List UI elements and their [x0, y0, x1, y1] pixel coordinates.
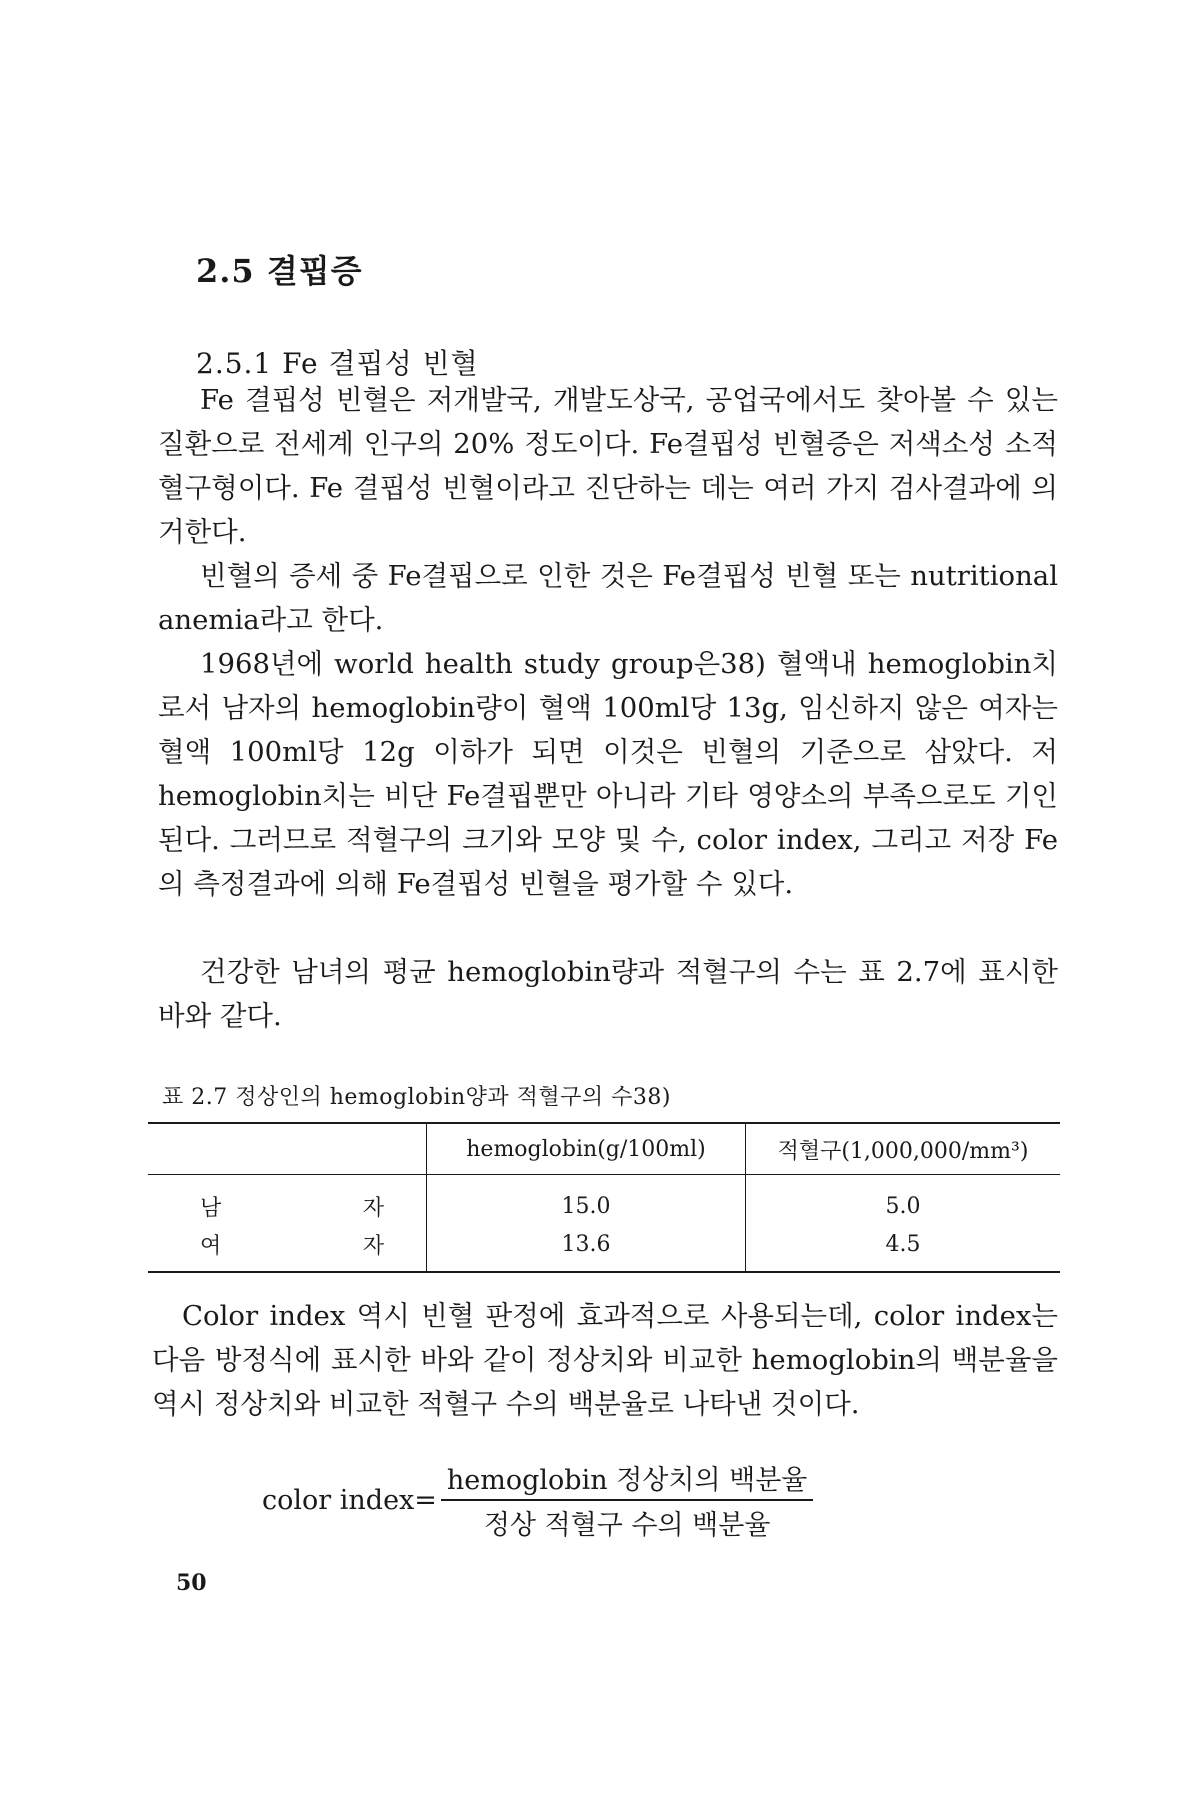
formula-numerator: hemoglobin 정상치의 백분율	[441, 1458, 813, 1501]
table-row-label	[148, 1175, 427, 1226]
paragraph-table-reference: 건강한 남녀의 평균 hemoglobin량과 적혈구의 수는 표 2.7에 표시한 바와 같다.	[158, 956, 1058, 1032]
row-label-part-b: 자	[362, 1195, 384, 1221]
page-number: 50	[176, 1570, 207, 1596]
formula-fraction	[441, 1458, 813, 1542]
color-index-formula	[262, 1458, 813, 1542]
paragraph-who-criteria: 1968년에 world health study group은38) 혈액내 hemoglobin치로서 남자의 hemoglobin량이 혈액 100ml당 13g, 임신하지 않은 여자는 혈액 100ml당 12g 이하가 되면 이것은 빈혈의 기준으로 삼았다. 저 hemoglobin치는 비단 Fe결핍뿐만 아니라 기타 영양소의 부족으로도 기인된다. 그러므로 적혈구의 크기와 모양 및 수, color index, 그리고 저장 Fe의 측정결과에 의해 Fe결핍성 빈혈을 평가할 수 있다.	[158, 648, 1058, 900]
table-cell-rbc: 5.0	[746, 1175, 1061, 1226]
table-cell-hemoglobin: 15.0	[427, 1175, 746, 1226]
table-header-empty	[148, 1123, 427, 1175]
table-header-row	[148, 1123, 1060, 1175]
table-row-label	[148, 1225, 427, 1272]
formula-denominator: 정상 적혈구 수의 백분율	[483, 1510, 771, 1541]
row-label-part-a: 남	[200, 1195, 222, 1221]
section-title: 2.5 결핍증	[196, 252, 363, 290]
table-caption: 표 2.7 정상인의 hemoglobin양과 적혈구의 수38)	[162, 1085, 672, 1110]
paragraph-color-index: Color index 역시 빈혈 판정에 효과적으로 사용되는데, color index는 다음 방정식에 표시한 바와 같이 정상치와 비교한 hemoglobin의 백분율을 역시 정상치와 비교한 적혈구 수의 백분율로 나타낸 것이다.	[152, 1300, 1058, 1420]
paragraph-iron-deficiency-anemia: Fe 결핍성 빈혈은 저개발국, 개발도상국, 공업국에서도 찾아볼 수 있는 질환으로 전세계 인구의 20% 정도이다. Fe결핍성 빈혈증은 저색소성 소적혈구형이다. Fe 결핍성 빈혈이라고 진단하는 데는 여러 가지 검사결과에 의거한다.	[158, 384, 1058, 548]
hemoglobin-rbc-table	[148, 1122, 1060, 1273]
table-cell-rbc: 4.5	[746, 1225, 1061, 1272]
row-label-part-b: 자	[362, 1233, 384, 1259]
row-label-part-a: 여	[200, 1233, 222, 1259]
table-row	[148, 1175, 1060, 1226]
table-cell-hemoglobin: 13.6	[427, 1225, 746, 1272]
formula-lhs: color index=	[262, 1484, 437, 1516]
table-row	[148, 1225, 1060, 1272]
paragraph-nutritional-anemia: 빈혈의 증세 중 Fe결핍으로 인한 것은 Fe결핍성 빈혈 또는 nutritional anemia라고 한다.	[158, 560, 1058, 636]
table-header-rbc: 적혈구(1,000,000/mm³)	[746, 1123, 1061, 1175]
table-header-hemoglobin: hemoglobin(g/100ml)	[427, 1123, 746, 1175]
subsection-title: 2.5.1 Fe 결핍성 빈혈	[196, 347, 479, 380]
